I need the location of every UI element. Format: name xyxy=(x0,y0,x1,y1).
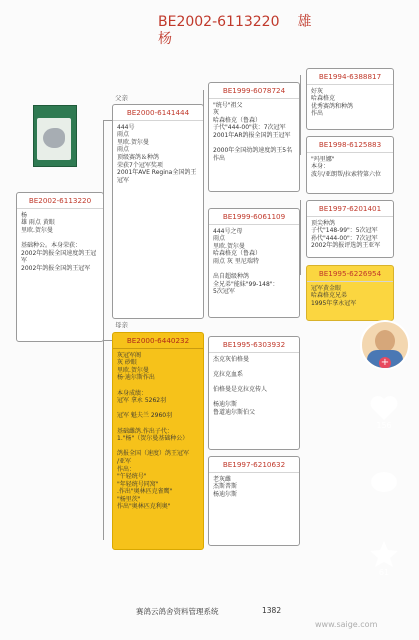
mm-body: 老灰雌 杰斯普斯 杨迪尔斯 xyxy=(213,475,238,498)
like-count: 156 xyxy=(376,421,392,430)
heart-icon xyxy=(369,395,399,421)
comment-icon xyxy=(369,470,399,496)
fff-card[interactable] xyxy=(306,68,394,130)
creator-avatar[interactable] xyxy=(360,320,410,370)
self-body: 杨 雄 雨点 黄眼 里欧.贺尔曼 基础种公。本身荣获： 2002年鸽报全国速度鸽王冠军 2002年鸽报全国鸽王冠军 xyxy=(21,211,97,272)
mm-ring: BE1997-6210632 xyxy=(209,457,299,473)
page-title xyxy=(158,14,358,48)
mother-label: 母亲 xyxy=(115,321,128,329)
star-icon xyxy=(369,540,399,568)
fmf-ring: BE1997-6201401 xyxy=(307,201,393,217)
follow-icon[interactable]: + xyxy=(380,357,390,368)
fmm-body: 冠军黄金眼 哈森格克兄弟 1995年拿永冠军 xyxy=(311,284,357,307)
fmf-body: 顶尖种鸽 子代"148-99"：5次冠军 孙代"444-00"：7次冠军 2002年鸽报评选鸽王亚军 xyxy=(311,219,381,250)
ffm-card[interactable] xyxy=(306,136,394,194)
like-button[interactable] xyxy=(360,395,408,430)
mf-card[interactable] xyxy=(208,336,300,450)
fmf-card[interactable] xyxy=(306,200,394,258)
ff-card[interactable] xyxy=(208,82,300,192)
favorite-count: 61 xyxy=(378,568,390,577)
fm-ring: BE1999-6061109 xyxy=(209,209,299,225)
watermark: www.saige.com xyxy=(315,620,378,629)
mother-ring: BE2000-6440232 xyxy=(113,333,203,349)
pigeon-image xyxy=(43,128,65,148)
ffm-body: "玛里娜" 本身： 波尔/亚朗帮/拉索特第六位 xyxy=(311,155,382,178)
self-ring: BE2002-6113220 xyxy=(17,193,103,209)
mf-ring: BE1995-6303932 xyxy=(209,337,299,353)
mother-card[interactable] xyxy=(112,332,204,550)
mm-card[interactable] xyxy=(208,456,300,546)
title-name: 杨 xyxy=(158,31,172,47)
ffm-ring: BE1998-6125883 xyxy=(307,137,393,153)
self-card[interactable] xyxy=(16,192,104,342)
pigeon-photo[interactable] xyxy=(33,105,77,167)
fmm-ring: BE1995-6226954 xyxy=(307,266,393,282)
connector xyxy=(300,75,301,155)
ff-ring: BE1999-6078724 xyxy=(209,83,299,99)
father-label: 父亲 xyxy=(115,94,128,102)
mother-body: 灰冠军阁 灰 砂眼 里欧.贺尔曼 杨·迪尔斯作出 本身成绩： 冠军 拿永 5262羽 冠军 魁夫兰 2960羽 基础雌鸽.作出子代： 1."杨"（贺尔曼基础种公） 鸽报全国（速度）鸽王冠军 /亚军 作出： "午轻统号" "年轻统号同窝" .作出"奥林匹克雀鹰" "杨里茨" 作出"奥林匹克利奥" xyxy=(117,351,190,511)
footer-app-name: 赛鸽云鸽舍资料管理系统 xyxy=(136,607,219,616)
footer-phone: 1382 xyxy=(262,606,282,615)
father-ring: BE2000-6141444 xyxy=(113,105,203,121)
father-card[interactable] xyxy=(112,104,204,319)
connector xyxy=(300,200,301,275)
father-body: 444号 雨点 里欧.贺尔曼 雨点 顶级赛鸽＆种鸽 荣获7个冠军奖项 2001年AVE Regina全国鸽王冠军 xyxy=(117,123,197,184)
title-sex: 雄 xyxy=(297,14,312,30)
fff-body: 好灰 哈森格克 优秀赛鸽和种鸽 作出 xyxy=(311,87,354,118)
title-ring: BE2002-6113220 xyxy=(158,14,280,30)
fm-card[interactable] xyxy=(208,208,300,318)
fmm-card[interactable] xyxy=(306,265,394,321)
ff-body: "统号"祖父 灰 哈森格克（鲁森） 子代"444-00"获：7次冠军 2001年AR鸽报全国鸽王冠军 2000年全国幼鸽速度鸽王5名 作出 xyxy=(213,101,293,162)
fff-ring: BE1994-6388817 xyxy=(307,69,393,85)
fm-body: 444号之母 雨点 里欧.贺尔曼 哈森格克（鲁森） 雨点 灰 里尼瑞特 出自超级种鸽 全兄弟"能妹"99-148"： 5次冠军 xyxy=(213,227,279,296)
comment-button[interactable] xyxy=(360,470,408,496)
mf-body: 杰克灰伯格曼 克拉克血系 伯格曼是克拉克传人 杨迪尔斯 鲁道迪尔斯伯父 xyxy=(213,355,268,416)
favorite-button[interactable] xyxy=(360,540,408,577)
